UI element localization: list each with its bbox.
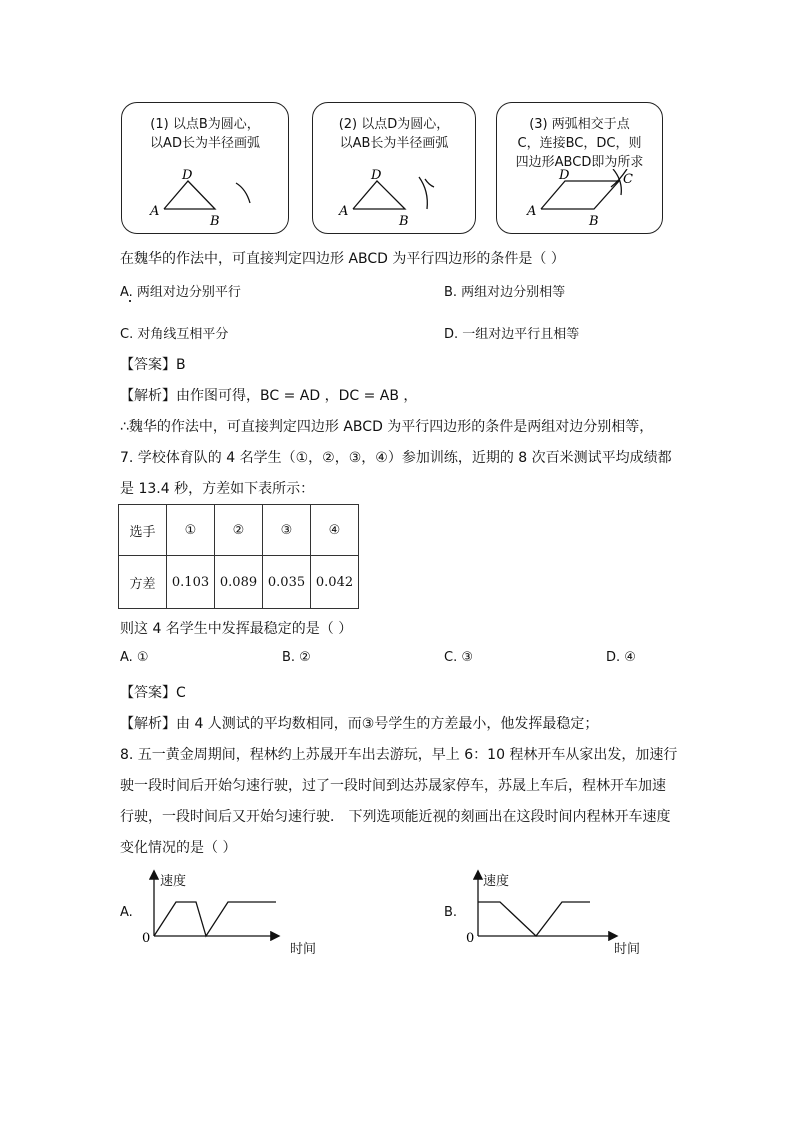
label-B: B xyxy=(399,214,409,229)
table-cell: 0.042 xyxy=(311,556,359,609)
step-box-1 xyxy=(121,102,289,234)
label-C: C xyxy=(623,172,633,187)
stray-dot xyxy=(129,300,131,302)
q7-option-b: B. ② xyxy=(282,650,311,665)
label-B: B xyxy=(589,214,599,229)
q8-graph-a-ylabel: 速度 xyxy=(160,874,187,889)
table-row-header xyxy=(119,505,359,556)
q8-stem-line4: 变化情况的是（ ） xyxy=(120,840,237,856)
q6-option-b: B. 两组对边分别相等 xyxy=(444,285,566,300)
label-A: A xyxy=(150,204,160,219)
label-D: D xyxy=(371,168,382,183)
q8-stem-line3: 行驶，一段时间后又开始匀速行驶． 下列选项能近视的刻画出在这段时间内程林开车速度 xyxy=(120,809,671,825)
q7-stem-line2: 是 13.4 秒，方差如下表所示： xyxy=(120,481,315,497)
q6-option-c: C. 对角线互相平分 xyxy=(120,327,229,342)
q6-option-a: A. 两组对边分别平行 xyxy=(120,285,241,300)
step3-line3: 四边形ABCD即为所求 xyxy=(515,155,644,170)
q8-graph-a-xlabel: 时间 xyxy=(290,942,317,957)
step2-line1: (2) 以点D为圆心， xyxy=(338,117,450,132)
origin-label: 0 xyxy=(466,931,475,946)
q8-option-b-label: B. xyxy=(444,905,458,920)
q7-stem-line1: 7. 学校体育队的 4 名学生（①，②，③，④）参加训练，近期的 8 次百米测试平均成绩都 xyxy=(120,450,672,466)
step-box-3 xyxy=(496,102,663,234)
table-cell: ① xyxy=(167,505,215,556)
q7-option-d: D. ④ xyxy=(606,650,636,665)
q7-question: 则这 4 名学生中发挥最稳定的是（ ） xyxy=(120,621,353,637)
label-D: D xyxy=(182,168,193,183)
step1-line1: (1) 以点B为圆心， xyxy=(150,117,260,132)
q7-answer: 【答案】C xyxy=(120,685,186,701)
table-cell: 0.089 xyxy=(215,556,263,609)
variance-table xyxy=(118,504,359,609)
q6-answer: 【答案】B xyxy=(120,357,186,373)
q8-option-a-label: A. xyxy=(120,905,133,920)
q6-analysis-line2: ∴魏华的作法中，可直接判定四边形 ABCD 为平行四边形的条件是两组对边分别相等， xyxy=(120,419,654,435)
label-A: A xyxy=(527,204,537,219)
q7-analysis: 【解析】由 4 人测试的平均数相同，而③号学生的方差最小，他发挥最稳定； xyxy=(120,716,599,732)
q8-stem-line2: 驶一段时间后开始匀速行驶，过了一段时间到达苏晟家停车，苏晟上车后，程林开车加速 xyxy=(120,778,666,794)
step2-line2: 以AB长为半径画弧 xyxy=(339,136,449,151)
step3-diagram xyxy=(497,169,662,233)
q8-stem-line1: 8. 五一黄金周期间，程林约上苏晟开车出去游玩，早上 6：10 程林开车从家出发，加速行 xyxy=(120,747,678,763)
table-cell: ③ xyxy=(263,505,311,556)
step1-diagram xyxy=(122,163,288,233)
label-D: D xyxy=(559,169,570,183)
step1-line2: 以AD长为半径画弧 xyxy=(150,136,260,151)
step2-diagram xyxy=(313,163,475,233)
label-A: A xyxy=(339,204,349,219)
q7-option-a: A. ① xyxy=(120,650,149,665)
step3-line1: (3) 两弧相交于点 xyxy=(529,117,630,132)
table-cell: 0.035 xyxy=(263,556,311,609)
table-cell: 0.103 xyxy=(167,556,215,609)
table-cell: 选手 xyxy=(119,505,167,556)
q7-option-c: C. ③ xyxy=(444,650,473,665)
table-row-variance xyxy=(119,556,359,609)
q8-graph-b-xlabel: 时间 xyxy=(614,942,641,957)
table-cell: 方差 xyxy=(119,556,167,609)
step3-line2: C，连接BC，DC，则 xyxy=(517,136,642,151)
q6-analysis-line1: 【解析】由作图可得，BC = AD ，DC = AB ， xyxy=(120,388,418,404)
step-box-2 xyxy=(312,102,476,234)
table-cell: ④ xyxy=(311,505,359,556)
origin-label: 0 xyxy=(142,931,151,946)
q6-option-d: D. 一组对边平行且相等 xyxy=(444,327,580,342)
q8-graph-b-ylabel: 速度 xyxy=(483,874,510,889)
table-cell: ② xyxy=(215,505,263,556)
q6-stem: 在魏华的作法中，可直接判定四边形 ABCD 为平行四边形的条件是（ ） xyxy=(120,251,565,267)
label-B: B xyxy=(210,214,220,229)
